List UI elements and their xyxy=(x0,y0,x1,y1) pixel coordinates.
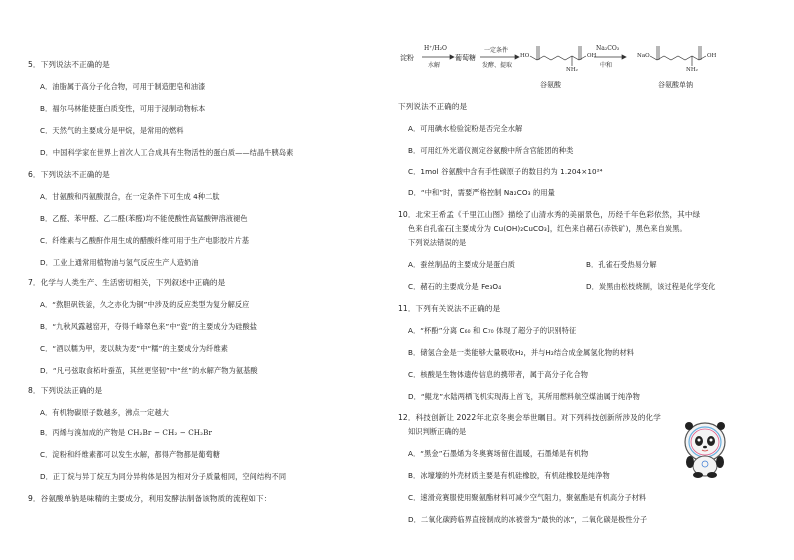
synthesis-flow-diagram xyxy=(400,40,720,100)
question-9-prompt: 下列说法不正确的是 xyxy=(398,102,468,111)
option-5d: D．中国科学家在世界上首次人工合成具有生物活性的蛋白质——结晶牛胰岛素 xyxy=(40,148,294,157)
acid-ho-group: HO xyxy=(520,53,530,59)
option-12d: D．二氧化碳跨临界直接制成的冰被誉为“最快的冰”，二氧化碳是极性分子 xyxy=(408,515,648,524)
question-7: 7．化学与人类生产、生活密切相关，下列叙述中正确的是 xyxy=(28,278,226,287)
question-10: 10．北宋王希孟《千里江山图》描绘了山清水秀的美丽景色，历经千年色彩依然，其中绿 xyxy=(398,210,701,219)
salt-oh-group: OH xyxy=(707,53,717,59)
option-5a: A．油脂属于高分子化合物，可用于制造肥皂和油漆 xyxy=(40,82,206,91)
question-12-line2: 知识判断正确的是 xyxy=(408,427,467,436)
option-6d: D．工业上通常用植物油与氢气反应生产人造奶油 xyxy=(40,258,199,267)
option-7a: A．“熬胆矾铁釜，久之亦化为铜”中涉及的反应类型为复分解反应 xyxy=(40,300,250,309)
option-8d: D．正丁烷与异丁烷互为同分异构体是因为相对分子质量相同，空间结构不同 xyxy=(40,472,287,481)
panda-mascot-illustration xyxy=(676,416,734,478)
option-7b: B．“九秋风露越窑开，夺得千峰翠色来”中“瓷”的主要成分为硅酸盐 xyxy=(40,322,258,331)
question-9: 9．谷氨酸单钠是味精的主要成分，利用发酵法制备该物质的流程如下： xyxy=(28,494,272,503)
option-10c: C．赭石的主要成分是 Fe₃O₄ xyxy=(408,282,502,291)
option-11a: A．“杯酚”分离 C₆₀ 和 C₇₀ 体现了超分子的识别特征 xyxy=(408,326,577,335)
option-7d: D．“凡弓弦取食柘叶蚕茧，其丝更坚韧”中“丝”的水解产物为氨基酸 xyxy=(40,366,258,375)
flow-step2-label: 发酵、提取 xyxy=(482,62,513,69)
flow-step3-label: 中和 xyxy=(600,62,613,69)
flow-step2-reagent: 一定条件 xyxy=(484,47,509,54)
option-9b: B．可用红外光谱仪测定谷氨酸中所含官能团的种类 xyxy=(408,146,574,155)
flow-step1-reagent: H⁺/H₂O xyxy=(424,45,447,52)
flow-salt-name: 谷氨酸单钠 xyxy=(658,81,693,89)
option-9d: D．“中和”时，需要严格控制 Na₂CO₃ 的用量 xyxy=(408,188,555,197)
option-8a: A．有机物碳原子数越多，沸点一定越大 xyxy=(40,408,169,417)
option-12b: B．冰壕壕的外壳材质主要是有机硅橡胶，有机硅橡胶是纯净物 xyxy=(408,471,610,480)
option-8c: C．淀粉和纤维素都可以发生水解，都得产物都是葡萄糖 xyxy=(40,450,221,459)
acid-nh2-group: NH₂ xyxy=(566,67,578,73)
option-11b: B．储氢合金是一类能够大量吸收H₂，并与H₂结合成金属氢化物的材料 xyxy=(408,348,635,357)
question-12: 12．科技创新让 2022年北京冬奥会举世瞩目。对下列科技创新所涉及的化学 xyxy=(398,413,661,422)
option-5c: C．天然气的主要成分是甲烷，是常用的燃料 xyxy=(40,126,184,135)
question-5: 5．下列说法不正确的是 xyxy=(28,60,110,69)
option-7c: C．“酒以糯为甲，麦以麸为麦”中“糯”的主要成分为纤维素 xyxy=(40,344,229,353)
option-6c: C．纤维素与乙酸酐作用生成的醋酸纤维可用于生产电影胶片片基 xyxy=(40,236,250,245)
acid-oh-group: OH xyxy=(587,53,597,59)
flow-acid-name: 谷氨酸 xyxy=(540,81,561,89)
option-9c: C．1mol 谷氨酸中含有手性碳原子的数目约为 1.204×10²⁴ xyxy=(408,167,603,176)
option-11c: C．核酸是生物体遗传信息的携带者，属于高分子化合物 xyxy=(408,370,589,379)
option-11d: D．“鲲龙”水陆两栖飞机实现海上首飞，其所用燃料航空煤油属于纯净物 xyxy=(408,392,640,401)
option-10a: A．蚕丝制品的主要成分是蛋白质 xyxy=(408,260,516,269)
option-5b: B．福尔马林能使蛋白质变性，可用于浸制动物标本 xyxy=(40,104,206,113)
option-6a: A．甘氨酸和丙氨酸混合，在一定条件下可生成 4种二肽 xyxy=(40,192,220,201)
option-10d: D．炭黑由松枝烧制，该过程是化学变化 xyxy=(586,282,716,291)
question-6: 6．下列说法不正确的是 xyxy=(28,170,110,179)
question-10-line2: 色来自孔雀石[主要成分为 Cu(OH)₂CuCO₃]，红色来自赭石(赤铁矿)，黑色来自炭黑。 xyxy=(408,224,687,233)
flow-step1-label: 水解 xyxy=(428,62,441,69)
option-8b-formula: CH₂Br − CH₂ − CH₂Br xyxy=(127,428,213,437)
flow-start: 淀粉 xyxy=(400,54,414,62)
flow-step3-reagent: Na₂CO₃ xyxy=(596,45,620,52)
option-6b: B．乙醛、苯甲醛、乙二醛(苯醛)均不能使酸性高锰酸钾溶液褪色 xyxy=(40,214,248,223)
salt-nao-group: NaO xyxy=(637,53,650,59)
salt-nh2-group: NH₂ xyxy=(686,67,698,73)
option-12a: A．“黑金”石墨烯为冬奥赛场留住温暖，石墨烯是有机物 xyxy=(408,449,589,458)
option-8b-text: B．丙烯与溴加成的产物是 xyxy=(40,428,126,437)
question-10-line3: 下列说法错误的是 xyxy=(408,238,467,247)
option-10b: B．孔雀石受热易分解 xyxy=(586,260,657,269)
option-8b xyxy=(40,428,212,438)
question-11: 11．下列有关说法不正确的是 xyxy=(398,304,501,313)
option-12c: C．速滑竞赛服使用聚氨酯材料可减少空气阻力，聚氨酯是有机高分子材料 xyxy=(408,493,647,502)
flow-arrows xyxy=(400,40,720,100)
flow-mid: 葡萄糖 xyxy=(455,54,476,62)
option-9a: A．可用碘水检验淀粉是否完全水解 xyxy=(408,124,523,133)
question-8: 8．下列说法正确的是 xyxy=(28,386,103,395)
